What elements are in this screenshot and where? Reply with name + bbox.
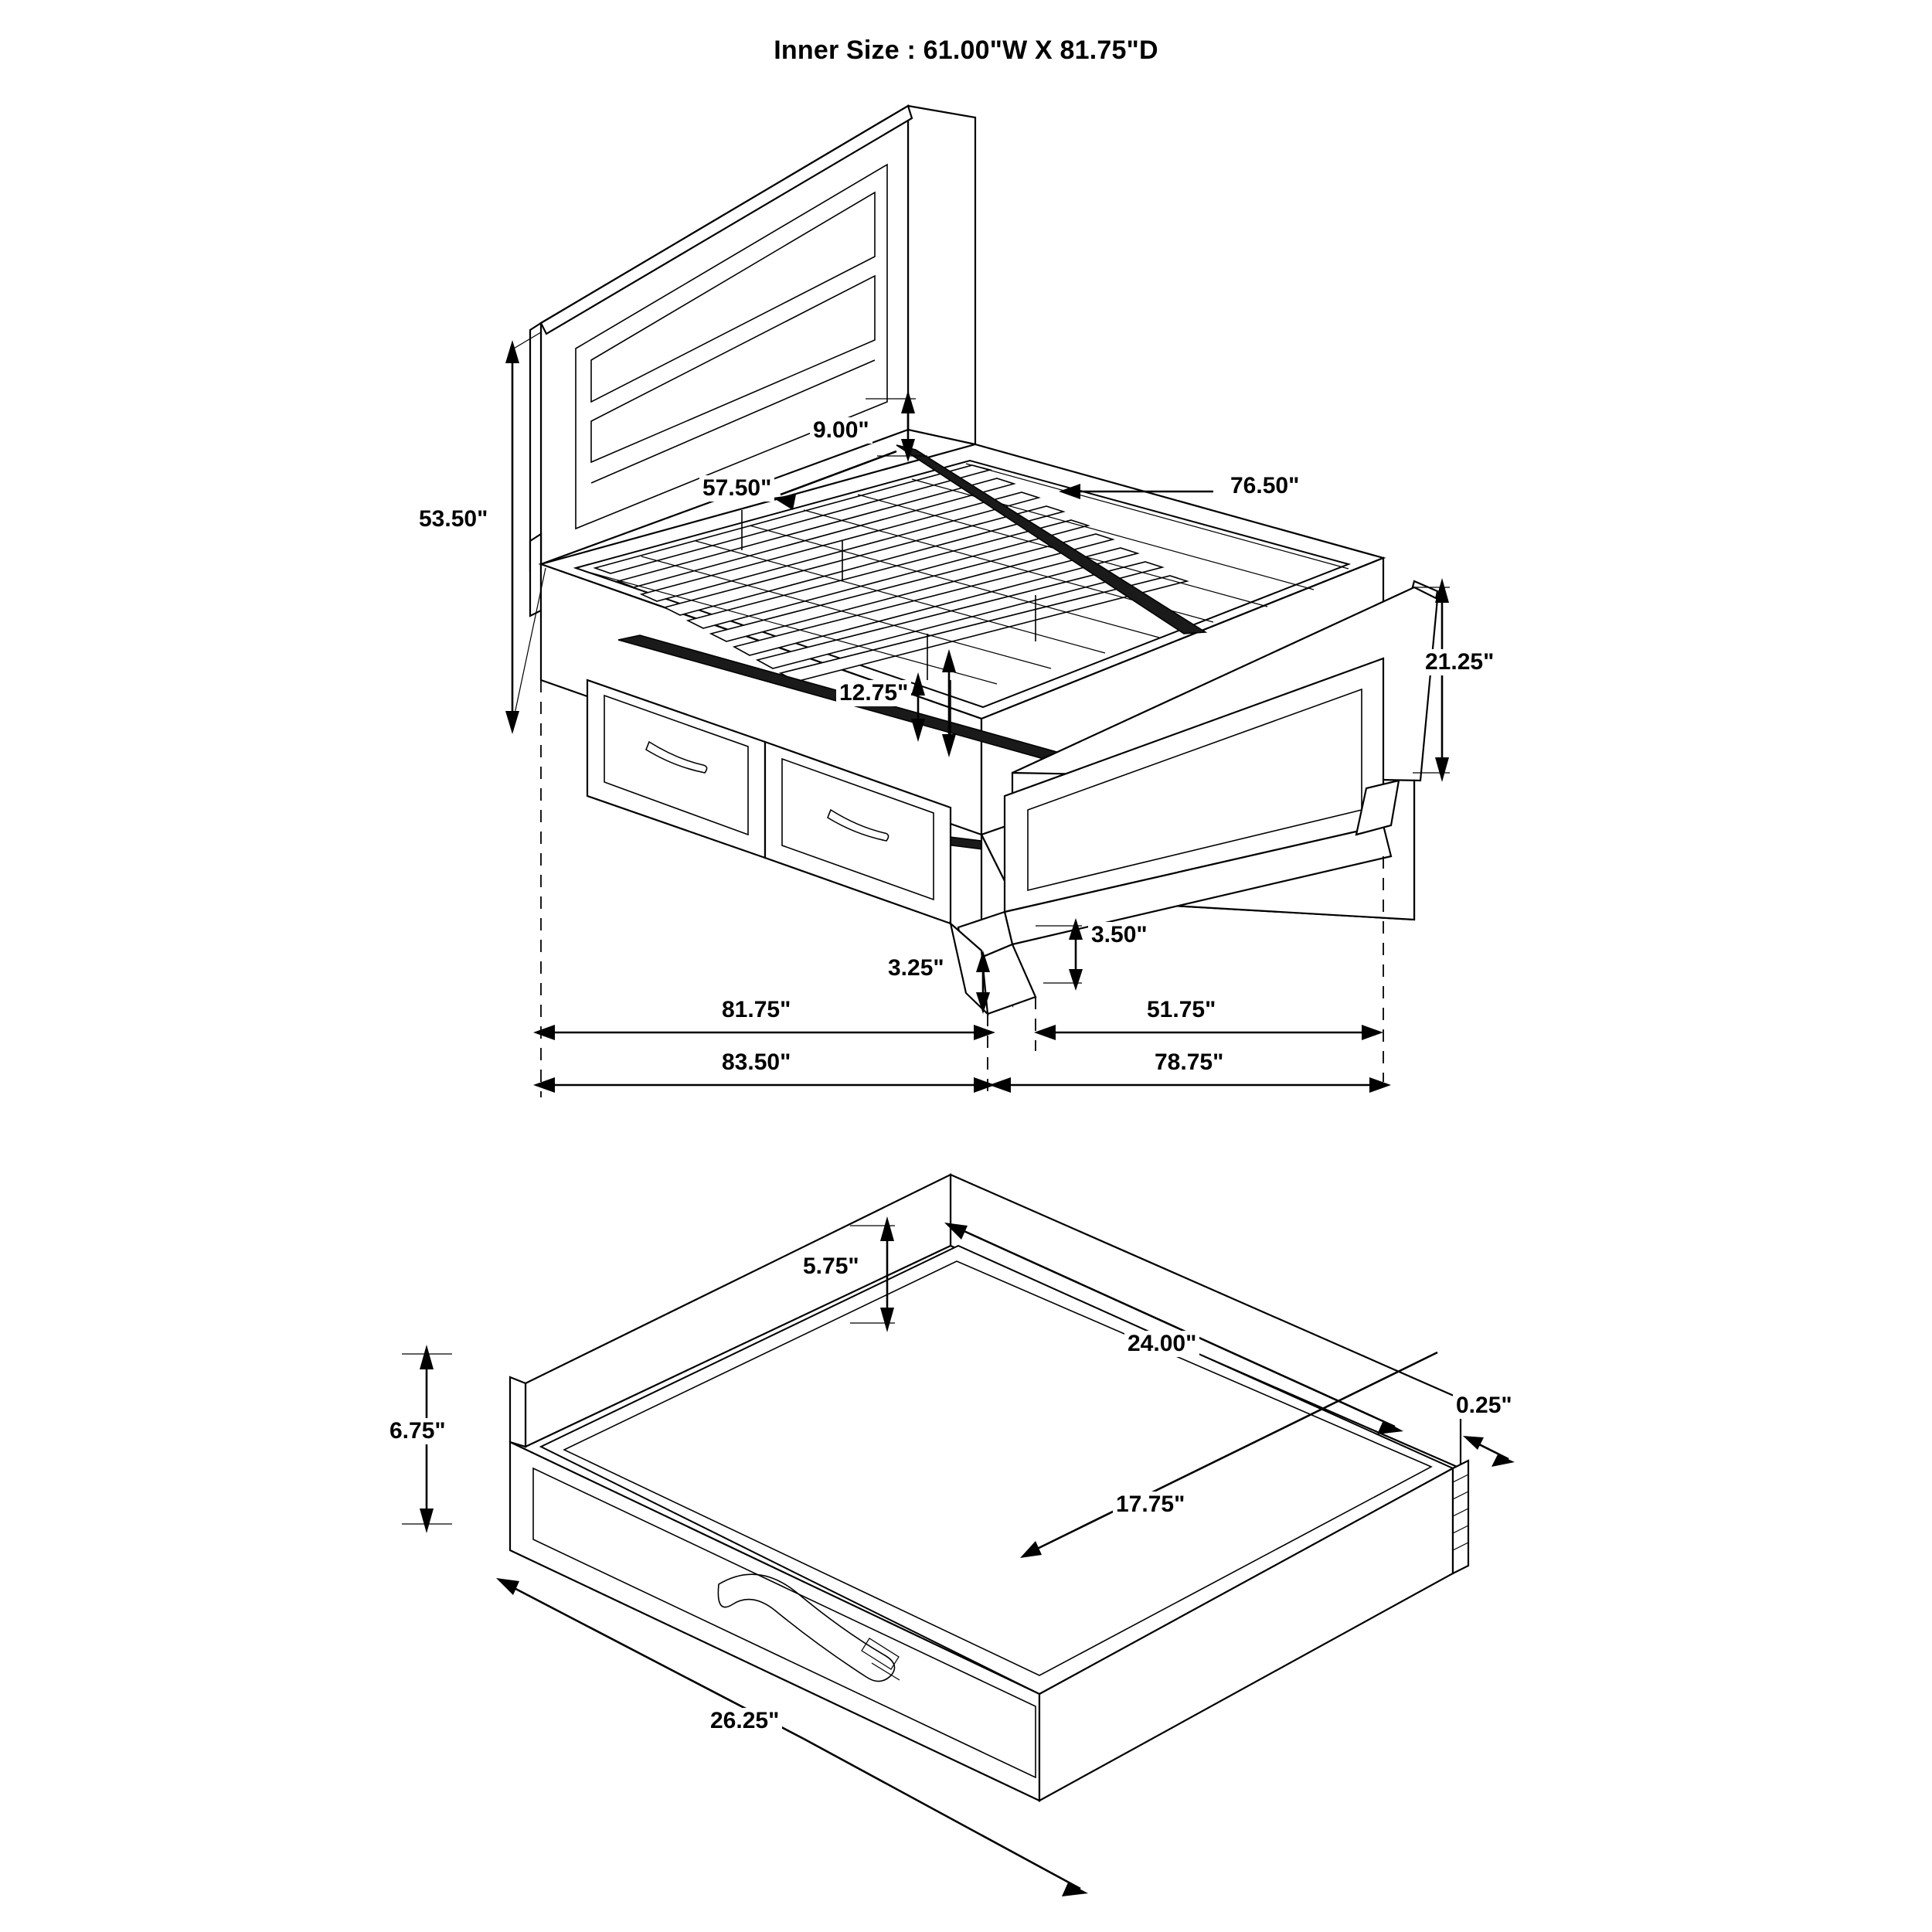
dim-overall-length-inner: 81.75" [719, 997, 794, 1023]
dim-drawer-wall-thickness: 0.25" [1453, 1393, 1515, 1419]
dim-headboard-to-rail-gap: 9.00" [810, 417, 872, 444]
dim-inner-depth-top: 76.50" [1227, 473, 1302, 499]
dim-foot-clearance-front: 3.25" [885, 955, 947, 981]
dim-overall-length: 83.50" [719, 1049, 794, 1076]
page-title: Inner Size : 61.00"W X 81.75"D [774, 36, 1158, 65]
dim-foot-clearance-side: 3.50" [1088, 922, 1151, 948]
drawer-detail-view [402, 1175, 1515, 1896]
dim-overall-width-inner: 51.75" [1144, 997, 1219, 1023]
dim-inner-width: 57.50" [699, 475, 774, 502]
dim-footboard-height: 21.25" [1422, 649, 1497, 675]
dim-drawer-overall-width: 26.25" [707, 1708, 782, 1734]
dim-deck-height: 12.75" [836, 680, 911, 706]
dim-headboard-height: 53.50" [416, 506, 491, 532]
bed-assembly-view [505, 106, 1450, 1097]
dim-drawer-overall-height: 6.75" [386, 1418, 449, 1444]
dim-drawer-interior-depth: 17.75" [1113, 1492, 1188, 1518]
dim-overall-width: 78.75" [1151, 1049, 1226, 1076]
dim-drawer-interior-width: 24.00" [1124, 1331, 1199, 1357]
dim-drawer-interior-height: 5.75" [800, 1253, 862, 1280]
